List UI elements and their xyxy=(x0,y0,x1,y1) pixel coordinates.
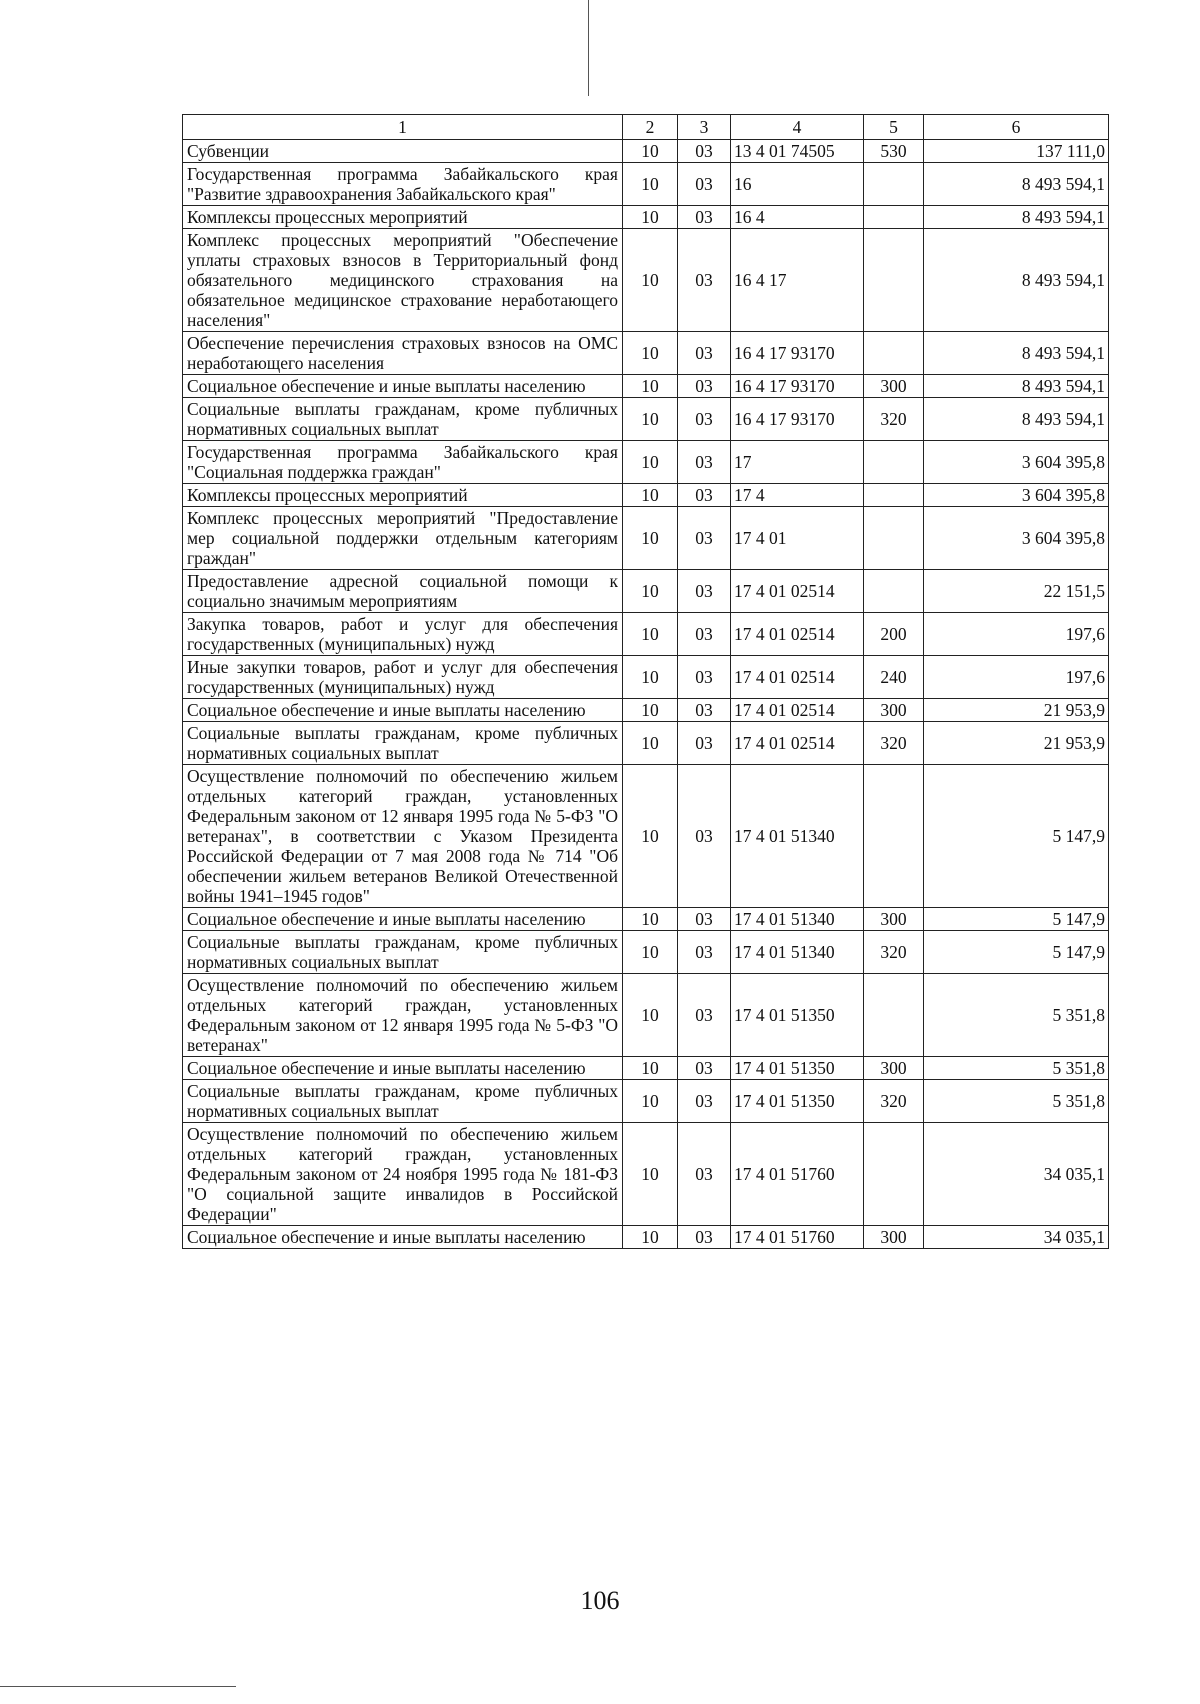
table-row xyxy=(183,206,1109,229)
amount-cell: 34 035,1 xyxy=(924,1123,1109,1226)
column-header: 1 xyxy=(183,115,623,140)
table-row xyxy=(183,332,1109,375)
subsection-cell: 03 xyxy=(678,656,731,699)
subsection-cell: 03 xyxy=(678,1080,731,1123)
target-article-cell: 17 4 01 02514 xyxy=(731,613,864,656)
expense-type-cell xyxy=(864,163,924,206)
table-row xyxy=(183,656,1109,699)
amount-cell: 3 604 395,8 xyxy=(924,507,1109,570)
expense-type-cell: 300 xyxy=(864,1226,924,1249)
expense-type-cell xyxy=(864,484,924,507)
table-row xyxy=(183,398,1109,441)
section-cell: 10 xyxy=(623,699,678,722)
subsection-cell: 03 xyxy=(678,206,731,229)
row-name-cell: Закупка товаров, работ и услуг для обеспечения государственных (муниципальных) нужд xyxy=(183,613,623,656)
row-name-cell: Социальные выплаты гражданам, кроме публичных нормативных социальных выплат xyxy=(183,722,623,765)
table-row xyxy=(183,441,1109,484)
table-row xyxy=(183,163,1109,206)
target-article-cell: 16 xyxy=(731,163,864,206)
table-row xyxy=(183,765,1109,908)
section-cell: 10 xyxy=(623,570,678,613)
amount-cell: 5 351,8 xyxy=(924,1080,1109,1123)
budget-table-sheet xyxy=(182,114,1108,1249)
subsection-cell: 03 xyxy=(678,974,731,1057)
row-name-cell: Осуществление полномочий по обеспечению жильем отдельных категорий граждан, установленных Федеральным законом от 12 января 1995 года № 5-ФЗ "О ветеранах", в соответствии с Указом Президента Российской Федерации от 7 мая 2008 года № 714 "Об обеспечении жильем ветеранов Великой Отечественной войны 1941–1945 годов" xyxy=(183,765,623,908)
target-article-cell: 17 xyxy=(731,441,864,484)
subsection-cell: 03 xyxy=(678,229,731,332)
row-name-cell: Социальное обеспечение и иные выплаты населению xyxy=(183,375,623,398)
amount-cell: 197,6 xyxy=(924,613,1109,656)
table-row xyxy=(183,1057,1109,1080)
section-cell: 10 xyxy=(623,1080,678,1123)
subsection-cell: 03 xyxy=(678,765,731,908)
target-article-cell: 17 4 01 51350 xyxy=(731,974,864,1057)
amount-cell: 34 035,1 xyxy=(924,1226,1109,1249)
table-row xyxy=(183,613,1109,656)
amount-cell: 8 493 594,1 xyxy=(924,332,1109,375)
table-row xyxy=(183,507,1109,570)
table-body xyxy=(183,140,1109,1249)
amount-cell: 5 351,8 xyxy=(924,974,1109,1057)
amount-cell: 3 604 395,8 xyxy=(924,441,1109,484)
target-article-cell: 17 4 01 51760 xyxy=(731,1123,864,1226)
row-name-cell: Комплексы процессных мероприятий xyxy=(183,206,623,229)
expense-type-cell xyxy=(864,570,924,613)
amount-cell: 21 953,9 xyxy=(924,699,1109,722)
subsection-cell: 03 xyxy=(678,722,731,765)
amount-cell: 197,6 xyxy=(924,656,1109,699)
section-cell: 10 xyxy=(623,1123,678,1226)
target-article-cell: 17 4 01 02514 xyxy=(731,570,864,613)
column-header: 4 xyxy=(731,115,864,140)
expense-type-cell: 320 xyxy=(864,931,924,974)
header-row xyxy=(183,115,1109,140)
subsection-cell: 03 xyxy=(678,613,731,656)
target-article-cell: 17 4 01 51340 xyxy=(731,908,864,931)
target-article-cell: 16 4 xyxy=(731,206,864,229)
target-article-cell: 17 4 01 02514 xyxy=(731,656,864,699)
page-number: 106 xyxy=(580,1586,620,1615)
target-article-cell: 17 4 01 51350 xyxy=(731,1080,864,1123)
expense-type-cell xyxy=(864,507,924,570)
expense-type-cell xyxy=(864,229,924,332)
table-row xyxy=(183,229,1109,332)
row-name-cell: Предоставление адресной социальной помощи к социально значимым мероприятиям xyxy=(183,570,623,613)
row-name-cell: Субвенции xyxy=(183,140,623,163)
target-article-cell: 13 4 01 74505 xyxy=(731,140,864,163)
table-row xyxy=(183,974,1109,1057)
amount-cell: 8 493 594,1 xyxy=(924,398,1109,441)
target-article-cell: 17 4 01 02514 xyxy=(731,722,864,765)
subsection-cell: 03 xyxy=(678,1226,731,1249)
scan-artifact-line xyxy=(0,1686,236,1687)
section-cell: 10 xyxy=(623,441,678,484)
expense-type-cell xyxy=(864,974,924,1057)
amount-cell: 21 953,9 xyxy=(924,722,1109,765)
target-article-cell: 17 4 xyxy=(731,484,864,507)
subsection-cell: 03 xyxy=(678,441,731,484)
expense-type-cell xyxy=(864,206,924,229)
section-cell: 10 xyxy=(623,613,678,656)
row-name-cell: Комплексы процессных мероприятий xyxy=(183,484,623,507)
expense-type-cell: 300 xyxy=(864,908,924,931)
section-cell: 10 xyxy=(623,1057,678,1080)
row-name-cell: Комплекс процессных мероприятий "Предоставление мер социальной поддержки отдельным категориям граждан" xyxy=(183,507,623,570)
subsection-cell: 03 xyxy=(678,699,731,722)
target-article-cell: 17 4 01 51760 xyxy=(731,1226,864,1249)
column-header: 3 xyxy=(678,115,731,140)
amount-cell: 5 147,9 xyxy=(924,931,1109,974)
subsection-cell: 03 xyxy=(678,1057,731,1080)
amount-cell: 3 604 395,8 xyxy=(924,484,1109,507)
row-name-cell: Иные закупки товаров, работ и услуг для обеспечения государственных (муниципальных) нужд xyxy=(183,656,623,699)
subsection-cell: 03 xyxy=(678,140,731,163)
expense-type-cell: 200 xyxy=(864,613,924,656)
expense-type-cell xyxy=(864,441,924,484)
table-row xyxy=(183,570,1109,613)
target-article-cell: 16 4 17 93170 xyxy=(731,375,864,398)
row-name-cell: Осуществление полномочий по обеспечению жильем отдельных категорий граждан, установленных Федеральным законом от 12 января 1995 года № 5-ФЗ "О ветеранах" xyxy=(183,974,623,1057)
target-article-cell: 17 4 01 51340 xyxy=(731,931,864,974)
expense-type-cell: 300 xyxy=(864,1057,924,1080)
scan-artifact-line xyxy=(588,0,589,96)
section-cell: 10 xyxy=(623,722,678,765)
section-cell: 10 xyxy=(623,229,678,332)
budget-table xyxy=(182,114,1109,1249)
expense-type-cell xyxy=(864,765,924,908)
table-row xyxy=(183,1080,1109,1123)
row-name-cell: Социальное обеспечение и иные выплаты населению xyxy=(183,699,623,722)
column-header: 6 xyxy=(924,115,1109,140)
column-header: 5 xyxy=(864,115,924,140)
subsection-cell: 03 xyxy=(678,163,731,206)
target-article-cell: 17 4 01 51350 xyxy=(731,1057,864,1080)
section-cell: 10 xyxy=(623,974,678,1057)
table-row xyxy=(183,931,1109,974)
row-name-cell: Государственная программа Забайкальского края "Социальная поддержка граждан" xyxy=(183,441,623,484)
subsection-cell: 03 xyxy=(678,375,731,398)
amount-cell: 137 111,0 xyxy=(924,140,1109,163)
section-cell: 10 xyxy=(623,1226,678,1249)
row-name-cell: Социальное обеспечение и иные выплаты населению xyxy=(183,1057,623,1080)
amount-cell: 8 493 594,1 xyxy=(924,163,1109,206)
table-row xyxy=(183,908,1109,931)
table-row xyxy=(183,699,1109,722)
row-name-cell: Обеспечение перечисления страховых взносов на ОМС неработающего населения xyxy=(183,332,623,375)
expense-type-cell: 300 xyxy=(864,699,924,722)
subsection-cell: 03 xyxy=(678,332,731,375)
section-cell: 10 xyxy=(623,908,678,931)
section-cell: 10 xyxy=(623,140,678,163)
target-article-cell: 16 4 17 93170 xyxy=(731,398,864,441)
row-name-cell: Социальное обеспечение и иные выплаты населению xyxy=(183,908,623,931)
subsection-cell: 03 xyxy=(678,507,731,570)
target-article-cell: 16 4 17 93170 xyxy=(731,332,864,375)
row-name-cell: Социальные выплаты гражданам, кроме публичных нормативных социальных выплат xyxy=(183,398,623,441)
subsection-cell: 03 xyxy=(678,1123,731,1226)
section-cell: 10 xyxy=(623,765,678,908)
expense-type-cell xyxy=(864,332,924,375)
subsection-cell: 03 xyxy=(678,484,731,507)
expense-type-cell: 320 xyxy=(864,398,924,441)
section-cell: 10 xyxy=(623,375,678,398)
section-cell: 10 xyxy=(623,507,678,570)
table-row xyxy=(183,1226,1109,1249)
target-article-cell: 17 4 01 02514 xyxy=(731,699,864,722)
amount-cell: 5 147,9 xyxy=(924,908,1109,931)
expense-type-cell: 300 xyxy=(864,375,924,398)
target-article-cell: 17 4 01 51340 xyxy=(731,765,864,908)
target-article-cell: 17 4 01 xyxy=(731,507,864,570)
row-name-cell: Социальные выплаты гражданам, кроме публичных нормативных социальных выплат xyxy=(183,1080,623,1123)
section-cell: 10 xyxy=(623,332,678,375)
expense-type-cell: 530 xyxy=(864,140,924,163)
section-cell: 10 xyxy=(623,398,678,441)
table-row xyxy=(183,1123,1109,1226)
target-article-cell: 16 4 17 xyxy=(731,229,864,332)
amount-cell: 5 351,8 xyxy=(924,1057,1109,1080)
row-name-cell: Социальные выплаты гражданам, кроме публичных нормативных социальных выплат xyxy=(183,931,623,974)
table-row xyxy=(183,484,1109,507)
expense-type-cell xyxy=(864,1123,924,1226)
section-cell: 10 xyxy=(623,656,678,699)
section-cell: 10 xyxy=(623,484,678,507)
expense-type-cell: 320 xyxy=(864,722,924,765)
subsection-cell: 03 xyxy=(678,570,731,613)
amount-cell: 8 493 594,1 xyxy=(924,229,1109,332)
section-cell: 10 xyxy=(623,931,678,974)
subsection-cell: 03 xyxy=(678,398,731,441)
row-name-cell: Комплекс процессных мероприятий "Обеспечение уплаты страховых взносов в Территориальный фонд обязательного медицинского страхования на обязательное медицинское страхование неработающего населения" xyxy=(183,229,623,332)
section-cell: 10 xyxy=(623,206,678,229)
row-name-cell: Осуществление полномочий по обеспечению жильем отдельных категорий граждан, установленных Федеральным законом от 24 ноября 1995 года № 181-ФЗ "О социальной защите инвалидов в Российской Федерации" xyxy=(183,1123,623,1226)
amount-cell: 8 493 594,1 xyxy=(924,375,1109,398)
section-cell: 10 xyxy=(623,163,678,206)
table-row xyxy=(183,140,1109,163)
table-row xyxy=(183,722,1109,765)
row-name-cell: Социальное обеспечение и иные выплаты населению xyxy=(183,1226,623,1249)
amount-cell: 22 151,5 xyxy=(924,570,1109,613)
amount-cell: 5 147,9 xyxy=(924,765,1109,908)
expense-type-cell: 240 xyxy=(864,656,924,699)
table-row xyxy=(183,375,1109,398)
column-header: 2 xyxy=(623,115,678,140)
subsection-cell: 03 xyxy=(678,931,731,974)
subsection-cell: 03 xyxy=(678,908,731,931)
row-name-cell: Государственная программа Забайкальского края "Развитие здравоохранения Забайкальского края" xyxy=(183,163,623,206)
expense-type-cell: 320 xyxy=(864,1080,924,1123)
amount-cell: 8 493 594,1 xyxy=(924,206,1109,229)
